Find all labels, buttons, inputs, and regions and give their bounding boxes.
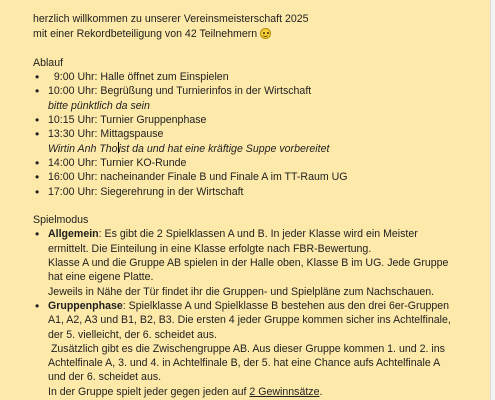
allgemein-line: hat eine eigene Platte.: [48, 271, 154, 284]
intro-line-1: herzlich willkommen zu unserer Vereinsmeisterschaft 2025: [33, 13, 309, 25]
last-suffix: .: [319, 385, 323, 398]
ablauf-item-text: 10:15 Uhr: Turnier Gruppenphase: [48, 114, 207, 127]
allgemein-line: ermittelt. Die Einteilung in eine Klasse erfolgte nach FBR-Bewertung.: [48, 242, 372, 255]
ablauf-item-text: 9:00 Uhr: Halle öffnet zum Einspielen: [48, 71, 229, 84]
ablauf-item: [33, 127, 480, 156]
smiley-icon: [260, 28, 271, 39]
ablauf-item-text: 16:00 Uhr: nacheinander Finale B und Finale A im TT-Raum UG: [48, 171, 348, 184]
allgemein-label: Allgemein: [48, 228, 99, 241]
ablauf-item-text: 14:00 Uhr: Turnier KO-Runde: [48, 156, 187, 169]
gruppenphase-line: und der 6. scheidet aus.: [48, 371, 162, 384]
spielmodus-list: [33, 227, 480, 399]
intro-line-2-text: mit einer Rekordbeteiligung von 42 Teilnehmern: [33, 28, 258, 41]
window-edge: [490, 0, 495, 400]
allgemein-text: : Es gibt die 2 Spielklassen A und B. In jeder Klasse wird ein Meister: [98, 228, 418, 241]
ablauf-item: [33, 70, 480, 84]
ablauf-item-note: bitte pünktlich da sein: [48, 99, 150, 112]
gruppenphase-line: Achtelfinale A, 3. und 4. in Achtelfinale B, der 5. hat eine Chance aufs Achtelfinale A: [48, 357, 441, 370]
gruppenphase-label: Gruppenphase: [48, 299, 123, 312]
ablauf-list: [33, 70, 480, 199]
last-prefix: In der Gruppe spielt jeder gegen jeden auf: [48, 385, 250, 398]
allgemein-line: Klasse A und die Gruppe AB spielen in der Halle oben, Klasse B im UG. Jede Gruppe: [48, 257, 449, 270]
ablauf-item: [33, 156, 480, 170]
ablauf-item-text: 17:00 Uhr: Siegerehrung in der Wirtschaft: [48, 185, 244, 198]
ablauf-item-text: • 13:30 Uhr: Mittagspause: [48, 128, 164, 141]
ablauf-item-text: • 10:00 Uhr: Begrüßung und Turnierinfos in der Wirtschaft: [48, 85, 312, 98]
ablauf-item: [33, 113, 480, 127]
gruppenphase-line: [48, 299, 480, 313]
ablauf-item: [33, 170, 480, 184]
ablauf-item: [33, 185, 480, 199]
note-part-a: Wirtin Anh Tho: [48, 142, 118, 155]
intro-line-2: [33, 26, 480, 41]
gruppenphase-line: A1, A2, A3 und B1, B2, B3. Die ersten 4 jeder Gruppe kommen sicher ins Achtelfinale,: [48, 314, 451, 327]
spielmodus-item-allgemein: [33, 227, 480, 298]
ablauf-item: [33, 84, 480, 113]
allgemein-line: Jeweils in Nähe der Tür findet ihr die Gruppen- und Spielpläne zum Nachschauen.: [48, 285, 435, 298]
gruppenphase-text: : Spielklasse A und Spielklasse B bestehen aus den drei 6er-Gruppen: [122, 299, 450, 312]
gruppenphase-line: [48, 385, 480, 399]
ablauf-heading: Ablauf: [33, 56, 64, 69]
gruppenphase-line: Zusätzlich gibt es die Zwischengruppe AB. Aus dieser Gruppe kommen 1. und 2. ins: [48, 342, 445, 355]
spielmodus-heading: Spielmodus: [33, 214, 89, 227]
allgemein-line: [48, 227, 480, 241]
spielmodus-item-gruppenphase: [33, 299, 480, 399]
gewinnsaetze-underlined: 2 Gewinnsätze: [249, 385, 320, 398]
note-part-b: ist da und hat eine kräftige Suppe vorbereitet: [118, 142, 330, 155]
ablauf-item-note: [48, 142, 480, 156]
gruppenphase-line: der 5. vielleicht, der 6. scheidet aus.: [48, 328, 218, 341]
